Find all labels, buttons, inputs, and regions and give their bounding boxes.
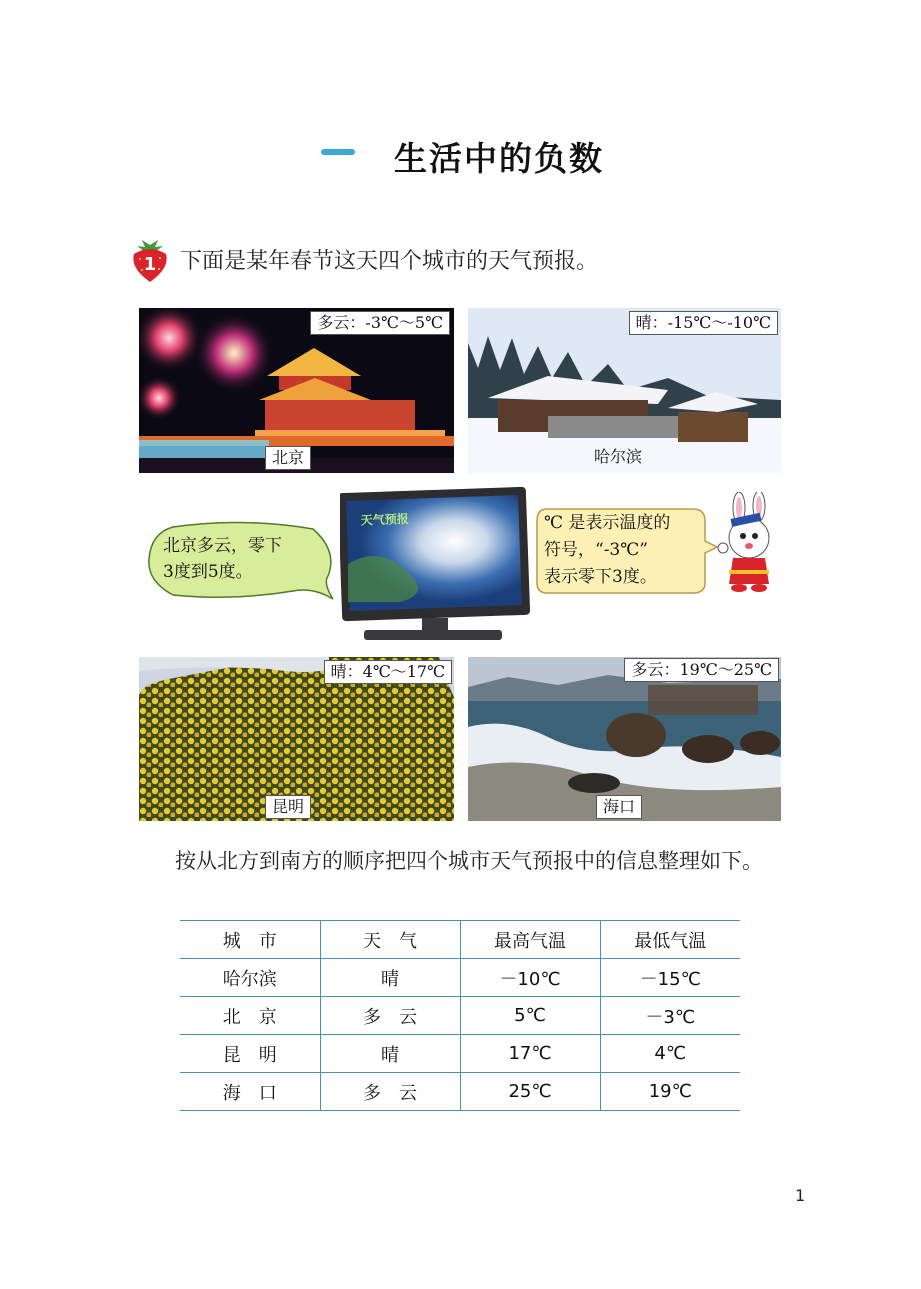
harbin-photo: [468, 308, 781, 473]
cell-weather: 多 云: [320, 997, 460, 1035]
strawberry-number-badge: [130, 234, 170, 284]
left-bubble-line-2: 3度到5度。: [163, 562, 253, 582]
cell-city: 哈尔滨: [180, 959, 320, 997]
cell-weather: 晴: [320, 959, 460, 997]
cell-weather: 多 云: [320, 1073, 460, 1111]
kunming-photo: [139, 657, 454, 821]
haikou-forecast: 多云：19℃～25℃: [624, 658, 779, 682]
beijing-photo: [139, 308, 454, 473]
cell-high: －10℃: [460, 959, 600, 997]
weather-table: [180, 920, 740, 1111]
television-illustration: [340, 484, 530, 646]
cell-low: 19℃: [600, 1073, 740, 1111]
header-weather: 天 气: [320, 921, 460, 959]
haikou-photo: [468, 657, 781, 821]
instruction-text: 按从北方到南方的顺序把四个城市天气预报中的信息整理如下。: [175, 849, 763, 873]
beijing-forecast: 多云：-3℃～5℃: [310, 311, 450, 335]
harbin-label: 哈尔滨: [588, 446, 648, 468]
cell-low: －3℃: [600, 997, 740, 1035]
rabbit-mascot-icon: [715, 492, 783, 594]
table-row: [180, 997, 740, 1035]
kunming-forecast: 晴：4℃～17℃: [324, 660, 452, 684]
haikou-label: 海口: [596, 795, 642, 819]
cell-low: －15℃: [600, 959, 740, 997]
page-number: 1: [795, 1186, 806, 1205]
table-row: [180, 1035, 740, 1073]
cell-city: 北 京: [180, 997, 320, 1035]
right-bubble-line-3: 表示零下3度。: [544, 567, 657, 587]
page-title: 生活中的负数: [394, 139, 604, 178]
cell-high: 25℃: [460, 1073, 600, 1111]
table-row: [180, 959, 740, 997]
title-number-dash: [321, 149, 355, 155]
table-row: [180, 1073, 740, 1111]
cell-high: 17℃: [460, 1035, 600, 1073]
right-bubble-line-2: 符号，“-3℃”: [544, 540, 648, 560]
beijing-label: 北京: [265, 446, 311, 470]
problem-number: 1: [143, 254, 157, 275]
header-high-temp: 最高气温: [460, 921, 600, 959]
instruction-paragraph: [131, 845, 801, 877]
header-low-temp: 最低气温: [600, 921, 740, 959]
tv-caption: 天气预报: [360, 511, 410, 528]
kunming-label: 昆明: [265, 795, 311, 819]
right-bubble-line-1: ℃ 是表示温度的: [544, 513, 671, 533]
harbin-forecast: 晴：-15℃～-10℃: [629, 311, 778, 335]
left-bubble-line-1: 北京多云，零下: [163, 536, 282, 556]
table-header-row: [180, 921, 740, 959]
cell-high: 5℃: [460, 997, 600, 1035]
header-city: 城 市: [180, 921, 320, 959]
cell-weather: 晴: [320, 1035, 460, 1073]
cell-city: 昆 明: [180, 1035, 320, 1073]
problem-statement: 下面是某年春节这天四个城市的天气预报。: [180, 249, 599, 274]
cell-city: 海 口: [180, 1073, 320, 1111]
cell-low: 4℃: [600, 1035, 740, 1073]
